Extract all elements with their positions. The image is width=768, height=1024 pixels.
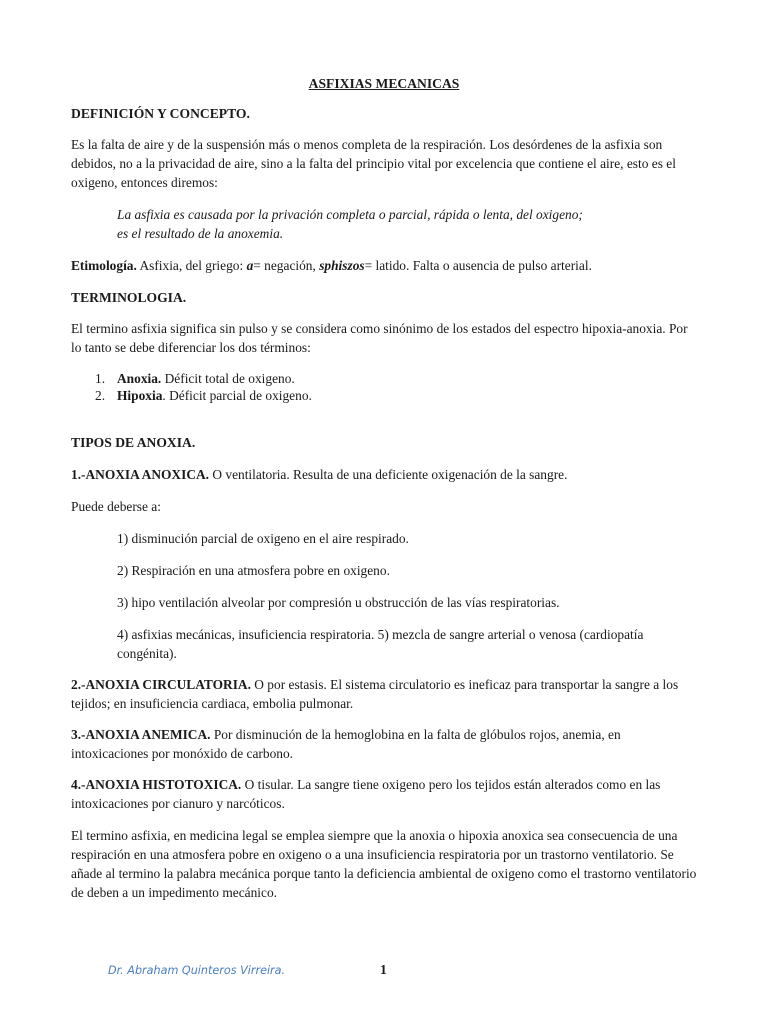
anoxia-histotoxica-label: 4.-ANOXIA HISTOTOXICA. — [71, 777, 242, 792]
etymology-a: a — [246, 258, 254, 273]
etymology-text-2: = negación, — [253, 258, 320, 273]
anoxia-anemica-text: Por disminución de la hemoglobina en la falta de glóbulos rojos, anemia, en intoxicaciones por monóxido de carbono. — [71, 727, 621, 761]
quote-line-2: es el resultado de la anoxemia. — [117, 226, 284, 241]
anoxia-circulatoria-label: 2.-ANOXIA CIRCULATORIA. — [71, 677, 251, 692]
footer-author: Dr. Abraham Quinteros Virreira. — [108, 964, 286, 977]
cause-item: 4) asfixias mecánicas, insuficiencia respiratoria. 5) mezcla de sangre arterial o venosa (cardiopatía congénita). — [117, 627, 644, 661]
causes-intro: Puede deberse a: — [71, 499, 161, 514]
anoxia-circulatoria-text: O por estasis. El sistema circulatorio es ineficaz para transportar la sangre a los tejidos; en insuficiencia cardiaca, embolia pulmonar. — [71, 677, 679, 711]
anoxia-anoxica-text: O ventilatoria. Resulta de una deficiente oxigenación de la sangre. — [209, 467, 568, 482]
terminology-paragraph: El termino asfixia significa sin pulso y se considera como sinónimo de los estados del espectro hipoxia-anoxia. Por lo tanto se debe diferenciar los dos términos: — [71, 321, 688, 355]
anoxia-anoxica-label: 1.-ANOXIA ANOXICA. — [71, 467, 210, 482]
anoxia-types-heading: TIPOS DE ANOXIA. — [71, 435, 196, 450]
document-title: ASFIXIAS MECANICAS — [308, 76, 460, 91]
list-item-label: Hipoxia — [117, 388, 163, 403]
list-item — [95, 386, 695, 405]
etymology-text-3: = latido. Falta o ausencia de pulso arterial. — [364, 258, 592, 273]
anoxia-anoxica-paragraph — [71, 465, 701, 484]
cause-item: 3) hipo ventilación alveolar por compresión u obstrucción de las vías respiratorias. — [117, 595, 560, 610]
definition-heading: DEFINICIÓN Y CONCEPTO. — [71, 106, 250, 121]
cause-item: 1) disminución parcial de oxigeno en el aire respirado. — [117, 531, 409, 546]
list-item-text: Déficit total de oxigeno. — [161, 371, 295, 386]
cause-item: 2) Respiración en una atmosfera pobre en oxigeno. — [117, 563, 390, 578]
etymology-text-1: Asfixia, del griego: — [136, 258, 247, 273]
etymology-paragraph — [71, 256, 701, 275]
quote-line-1: La asfixia es causada por la privación completa o parcial, rápida o lenta, del oxigeno; — [117, 207, 583, 222]
anoxia-circulatoria-paragraph — [71, 675, 701, 713]
list-number: 2. — [95, 388, 106, 403]
closing-paragraph: El termino asfixia, en medicina legal se emplea siempre que la anoxia o hipoxia anoxica sea consecuencia de una respiración en una atmosfera pobre en oxigeno o a una insuficiencia respiratoria por un trastorno ventilatorio. Se añade al termino la palabra mecánica porque tanto la deficiencia ambiental de oxigeno como el trastorno ventilatorio de deben a un impedimento mecánico. — [71, 828, 697, 900]
etymology-sphiszos: sphiszos — [319, 258, 365, 273]
list-number: 1. — [95, 371, 106, 386]
list-item-text: . Déficit parcial de oxigeno. — [162, 388, 312, 403]
terminology-heading: TERMINOLOGIA. — [71, 290, 187, 305]
definition-paragraph: Es la falta de aire y de la suspensión más o menos completa de la respiración. Los desórdenes de la asfixia son debidos, no a la privacidad de aire, sino a la falta del principio vital por excelencia que contiene el aire, esto es el oxigeno, entonces diremos: — [71, 137, 676, 190]
list-item-label: Anoxia. — [117, 371, 162, 386]
anoxia-histotoxica-paragraph — [71, 775, 701, 813]
anoxia-anemica-label: 3.-ANOXIA ANEMICA. — [71, 727, 211, 742]
page-number: 1 — [380, 962, 387, 977]
anoxia-anemica-paragraph — [71, 725, 701, 763]
anoxia-histotoxica-text: O tisular. La sangre tiene oxigeno pero los tejidos están alterados como en las intoxicaciones por cianuro y narcóticos. — [71, 777, 661, 811]
etymology-label: Etimología. — [71, 258, 137, 273]
